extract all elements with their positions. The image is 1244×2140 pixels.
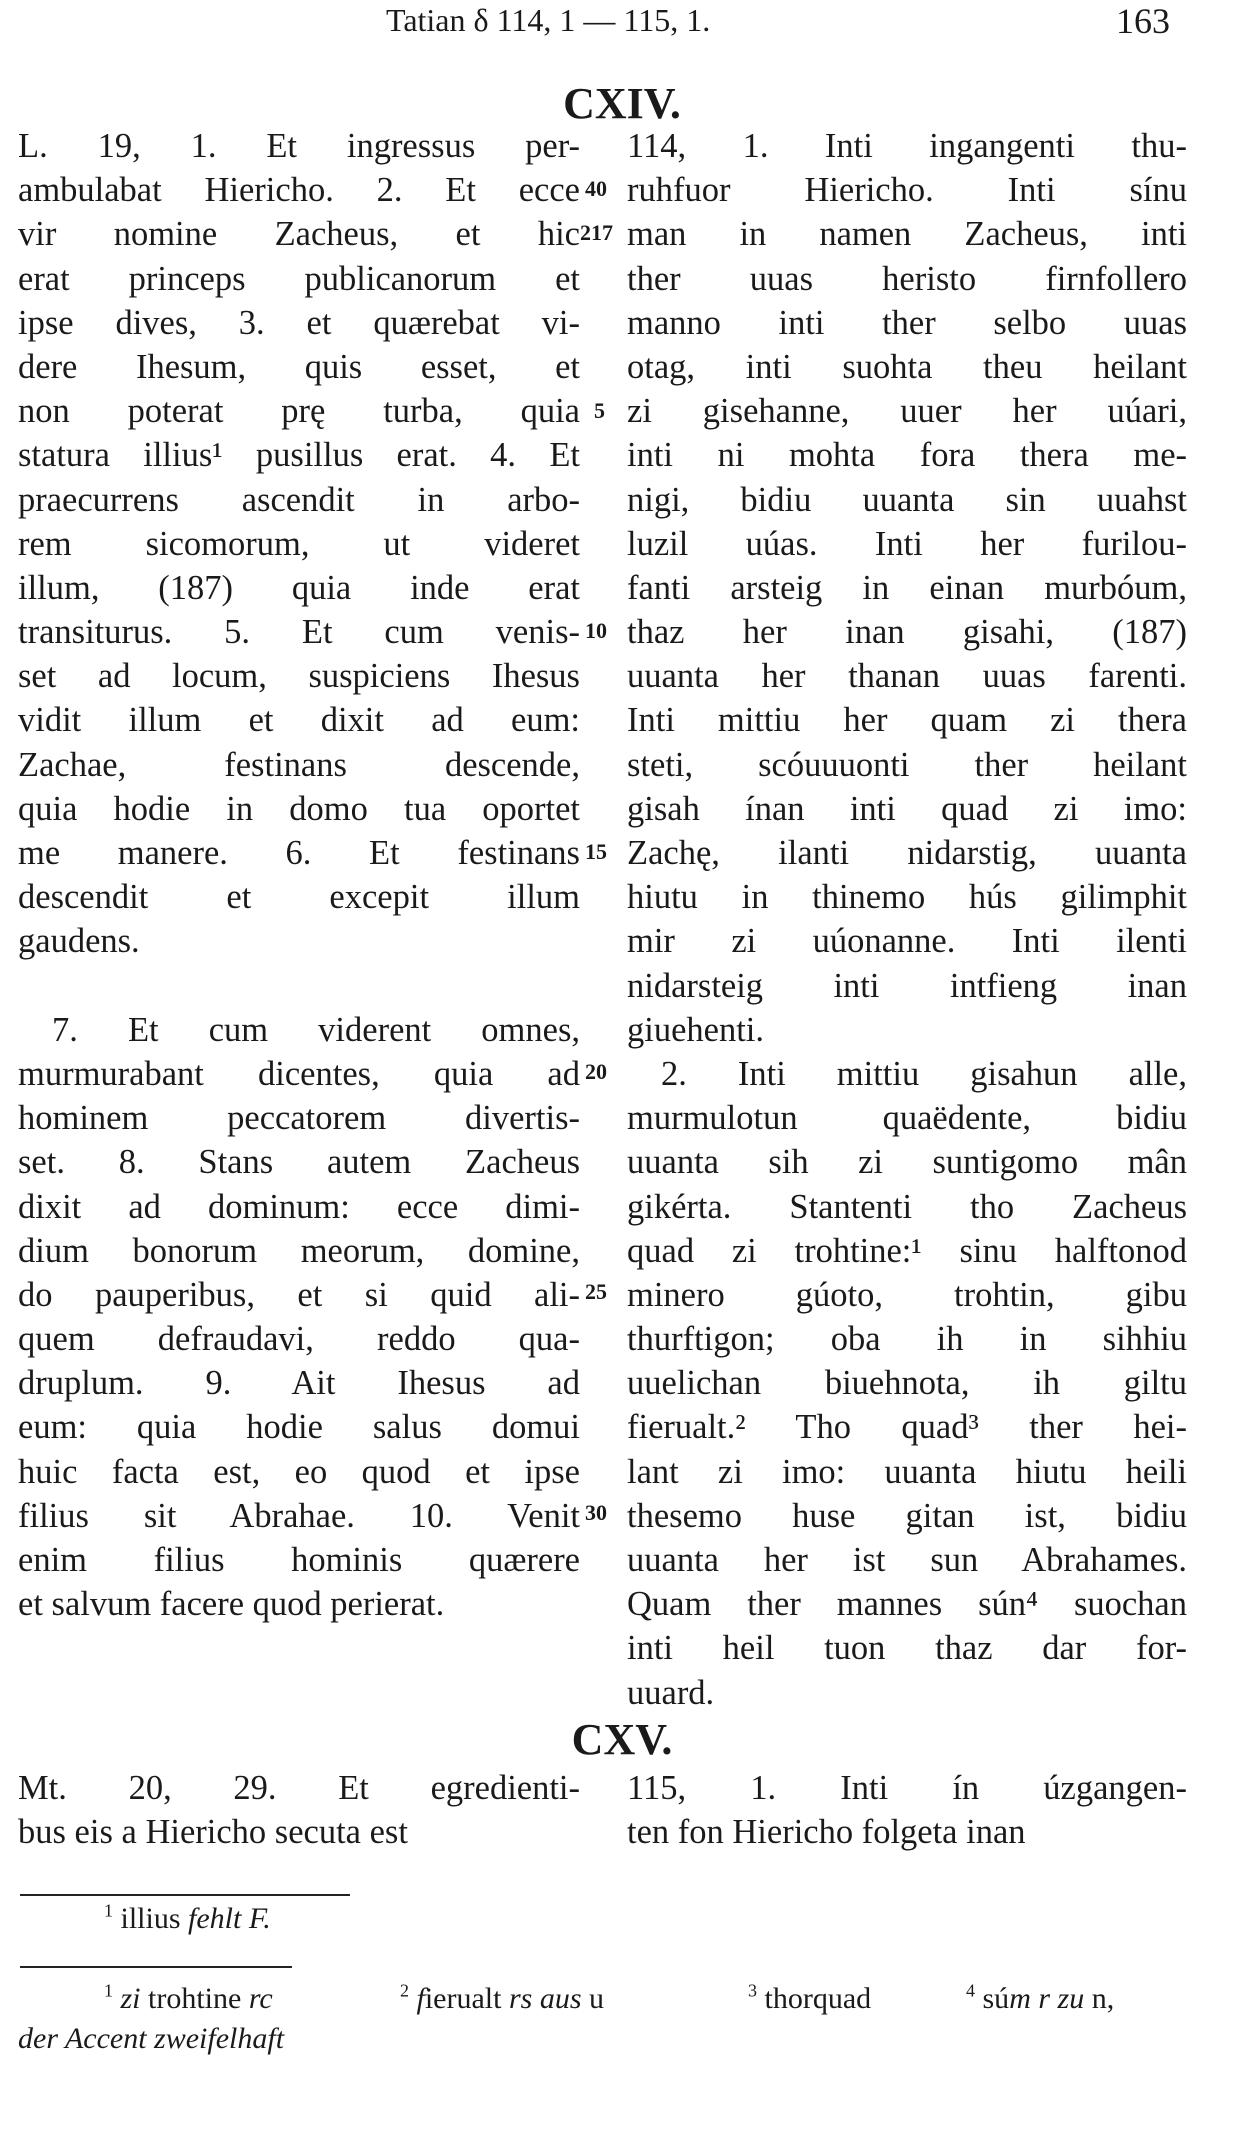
text-line: eum: quia hodie salus domui [18,1408,580,1447]
text-line: illum, (187) quia inde erat [18,568,580,607]
text-line: Quam ther mannes sún⁴ suochan [627,1585,1187,1624]
text-line: praecurrens ascendit in arbo- [18,480,580,519]
text-line: thaz her inan gisahi, (187) [627,613,1187,652]
footnote-latin-1: $^1$ illius fehlt F. [104,1900,271,1935]
text-line: filius sit Abrahae. 10. Venit [18,1496,580,1535]
text-line: ruhfuor Hiericho. Inti sínu [627,171,1187,210]
text-line: fanti arsteig in einan murbóum, [627,568,1187,607]
text-line: inti heil tuon thaz dar for- [627,1629,1187,1668]
text-line: rem sicomorum, ut videret [18,524,580,563]
text-line: set ad locum, suspiciens Ihesus [18,657,580,696]
latin-column-cxiv [18,124,580,1626]
text-line: dixit ad dominum: ecce dimi- [18,1187,580,1226]
text-line: Inti mittiu her quam zi thera [627,701,1187,740]
text-line: bus eis a Hiericho secuta est [18,1813,408,1852]
text-line: Zachę, ilanti nidarstig, uuanta [627,834,1187,872]
line-number: 40 [585,176,607,201]
section-heading-cxv: CXV. [571,1715,673,1764]
german-column-cxv [627,1766,1187,1854]
text-line: nigi, bidiu uuanta sin uuahst [627,480,1187,519]
text-line: hominem peccatorem divertis- [18,1099,580,1138]
page-number: 163 [1116,1,1170,41]
text-line: zi gisehanne, uuer her uúari, [627,392,1187,431]
text-line: 114, 1. Inti ingangenti thu- [627,127,1187,165]
text-line: otag, inti suohta theu heilant [627,347,1187,386]
text-line: me manere. 6. Et festinans [18,834,580,872]
text-line: statura illius¹ pusillus erat. 4. Et [18,436,580,475]
text-line: Zachae, festinans descende, [18,745,580,784]
text-line: uuelichan biuehnota, ih giltu [627,1364,1187,1403]
text-line: ther uuas heristo firnfollero [627,259,1187,298]
footnote-german-3: $^3$ thorquad [748,1980,872,2015]
text-line: vir nomine Zacheus, et hic [18,215,580,254]
text-line: ambulabat Hiericho. 2. Et ecce [18,171,580,210]
text-line: non poterat prę turba, quia [18,392,580,431]
text-line: quia hodie in domo tua oportet [18,789,580,828]
text-line [18,964,580,1008]
text-line: mir zi uúonanne. Inti ilenti [627,922,1187,961]
text-line: erat princeps publicanorum et [18,259,580,298]
line-number: 30 [585,1500,607,1525]
text-line: et salvum facere quod perierat. [18,1585,445,1624]
text-line: dere Ihesum, quis esset, et [18,347,580,386]
text-line: steti, scóuuuonti ther heilant [627,745,1187,784]
german-column-cxiv [627,124,1187,1715]
text-line: murmulotun quaëdente, bidiu [627,1099,1187,1138]
text-line: thurftigon; oba ih in sihhiu [627,1320,1187,1359]
text-line: enim filius hominis quærere [18,1541,580,1579]
text-line: 7. Et cum viderent omnes, [52,1010,580,1049]
text-line: huic facta est, eo quod et ipse [18,1452,580,1491]
text-line: do pauperibus, et si quid ali- [18,1275,580,1314]
text-line: 115, 1. Inti ín úzgangen- [627,1769,1187,1807]
text-line: inti ni mohta fora thera me- [627,436,1187,475]
text-line: uuanta her thanan uuas farenti. [627,657,1187,696]
text-line: uuanta her ist sun Abrahames. [627,1541,1187,1579]
footnote-german-continuation: der Accent zweifelhaft [18,2022,285,2055]
text-line: gaudens. [18,922,140,961]
text-line: fierualt.² Tho quad³ ther hei- [627,1408,1187,1447]
text-line: quad zi trohtine:¹ sinu halftonod [627,1231,1187,1270]
line-number: 10 [585,618,607,643]
line-number: 217 [580,220,613,245]
text-line: druplum. 9. Ait Ihesus ad [18,1364,580,1403]
text-line: transiturus. 5. Et cum venis- [18,613,580,652]
text-line: minero gúoto, trohtin, gibu [627,1275,1187,1314]
text-line: 2. Inti mittiu gisahun alle, [661,1054,1187,1093]
text-line: uuard. [627,1673,715,1712]
line-number: 15 [585,839,607,864]
text-line: descendit et excepit illum [18,878,580,917]
footnote-rule [20,1966,292,1968]
text-line: ten fon Hiericho folgeta inan [627,1813,1026,1852]
footnote-rule [20,1894,350,1896]
text-line: quem defraudavi, reddo qua- [18,1320,580,1359]
text-line: luzil uúas. Inti her furilou- [627,524,1187,563]
text-line: giuehenti. [627,1010,765,1049]
running-title: Tatian δ 114, 1 — 115, 1. [386,2,711,38]
text-line: lant zi imo: uuanta hiutu heili [627,1452,1187,1491]
text-line: manno inti ther selbo uuas [627,303,1187,342]
text-line: Mt. 20, 29. Et egredienti- [18,1769,580,1807]
text-line: set. 8. Stans autem Zacheus [18,1143,580,1182]
latin-column-cxv [18,1766,580,1854]
text-line: vidit illum et dixit ad eum: [18,701,580,740]
section-heading-cxiv: CXIV. [563,79,681,128]
text-line: murmurabant dicentes, quia ad [18,1054,580,1093]
text-line: nidarsteig inti intfieng inan [627,966,1187,1005]
line-number: 20 [585,1059,607,1084]
text-line: hiutu in thinemo hús gilimphit [627,878,1187,917]
text-line: thesemo huse gitan ist, bidiu [627,1496,1187,1535]
line-number: 25 [585,1279,607,1304]
text-line: gisah ínan inti quad zi imo: [627,789,1187,828]
text-line: ipse dives, 3. et quærebat vi- [18,303,580,342]
text-line: dium bonorum meorum, domine, [18,1231,580,1270]
footnote-german-1: $^1$ zi trohtine rc [104,1980,273,2015]
text-line: gikérta. Stantenti tho Zacheus [627,1187,1187,1226]
text-line: man in namen Zacheus, inti [627,215,1187,254]
line-number: 5 [594,398,605,423]
text-line: uuanta sih zi suntigomo mân [627,1143,1187,1182]
footnote-german-2: $^2$ fierualt rs aus u [400,1980,605,2015]
text-line: L. 19, 1. Et ingressus per- [18,127,580,165]
footnote-german-4: $^4$ súm r zu n, [966,1980,1115,2015]
